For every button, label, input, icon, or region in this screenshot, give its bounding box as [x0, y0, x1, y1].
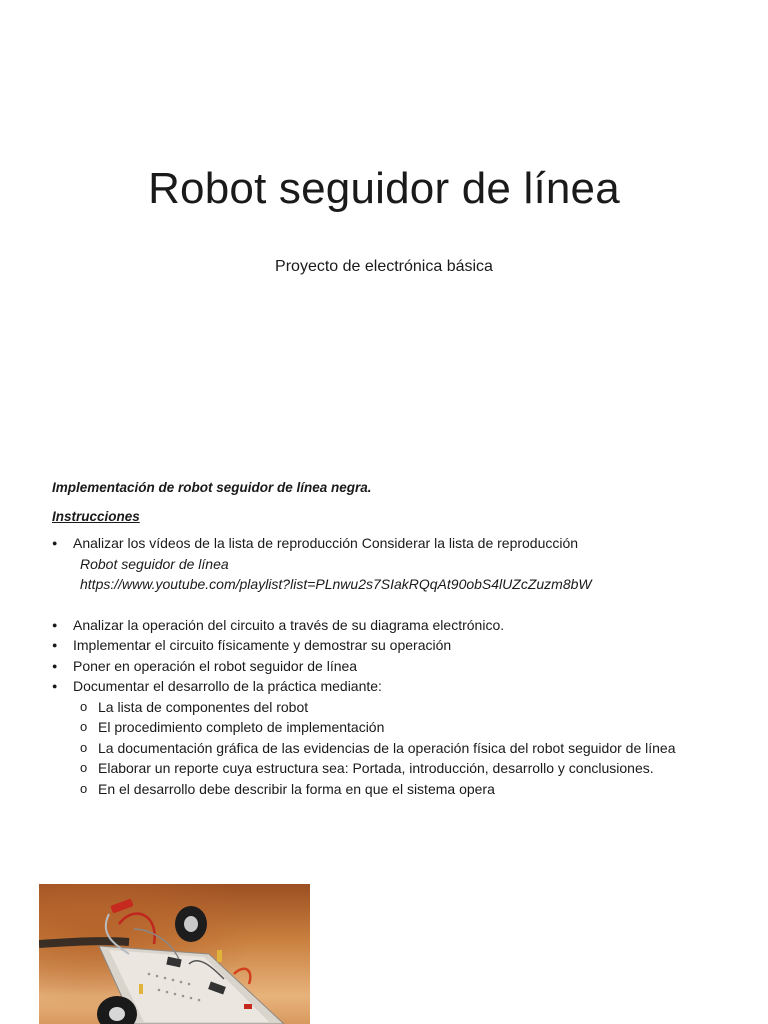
list-item: [52, 533, 692, 615]
list-item: [52, 676, 692, 799]
bullet-text: Implementar el circuito físicamente y demostrar su operación: [73, 637, 452, 653]
playlist-name: Robot seguidor de línea: [80, 555, 229, 572]
bullet-text: Analizar los vídeos de la lista de reproducción Considerar la lista de reproducción: [73, 535, 579, 551]
robot-image: [39, 884, 310, 1024]
instructions-list: [52, 533, 692, 799]
list-item: [52, 635, 692, 656]
instructions-heading: Instrucciones: [52, 508, 140, 524]
sub-list-item: o En el desarrollo debe describir la forma en que el sistema opera: [73, 779, 692, 800]
sub-list-item: o La lista de componentes del robot: [73, 697, 692, 718]
sub-list-item: o El procedimiento completo de implementación: [73, 717, 692, 738]
spacer: [73, 595, 692, 615]
playlist-reference: [73, 554, 692, 595]
bullet-text: Documentar el desarrollo de la práctica mediante:: [73, 678, 382, 694]
list-item: [52, 656, 692, 677]
bullet-text: Analizar la operación del circuito a través de su diagrama electrónico.: [73, 616, 505, 633]
robot-photo: [39, 884, 310, 1024]
sub-list: [73, 697, 692, 800]
document-body: [52, 478, 692, 799]
list-item: [52, 615, 692, 636]
playlist-url: https://www.youtube.com/playlist?list=PLnwu2s7SIakRQqAt90obS4lUZcZuzm8bW: [80, 576, 592, 592]
document-title: Robot seguidor de línea: [148, 164, 620, 213]
sub-list-item: o Elaborar un reporte cuya estructura sea: Portada, introducción, desarrollo y conclusiones.: [73, 758, 692, 779]
document-subtitle: Proyecto de electrónica básica: [275, 258, 493, 275]
section-heading: Implementación de robot seguidor de línea negra.: [52, 480, 372, 495]
bullet-text: Poner en operación el robot seguidor de línea: [73, 657, 358, 674]
sub-list-item: o La documentación gráfica de las evidencias de la operación física del robot seguidor de línea: [73, 738, 692, 759]
